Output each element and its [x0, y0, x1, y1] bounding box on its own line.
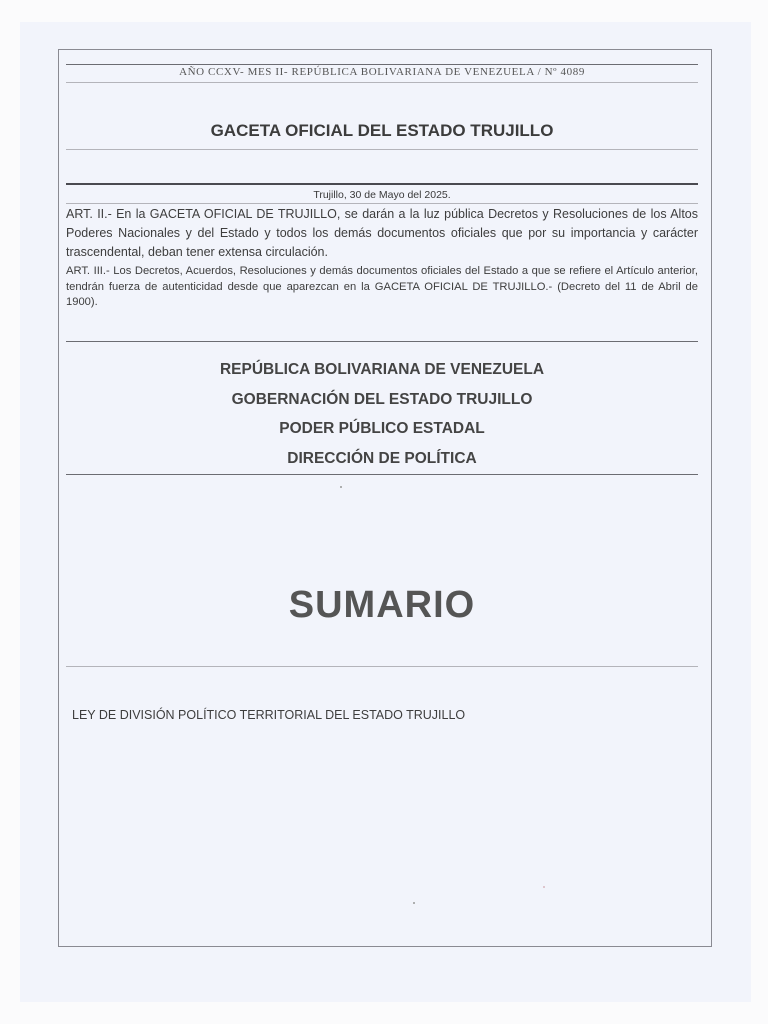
section-rule-bottom	[66, 474, 698, 475]
gazette-title: GACETA OFICIAL DEL ESTADO TRUJILLO	[210, 121, 554, 140]
article-ii: ART. II.- En la GACETA OFICIAL DE TRUJILLO, se darán a la luz pública Decretos y Resoluciones de los Altos Poderes Nacionales y del Estado y todos los demás documentos oficiales que por su importancia y carácter trascendental, deban tener extensa circulación.	[66, 207, 698, 259]
directorate: DIRECCIÓN DE POLÍTICA	[287, 449, 477, 467]
dateline-top-rule	[66, 183, 698, 185]
dateline: Trujillo, 30 de Mayo del 2025.	[313, 189, 451, 201]
government-header	[66, 355, 698, 473]
scan-speck	[543, 886, 545, 888]
dateline-bottom-rule	[66, 203, 698, 204]
masthead-top-rule	[66, 64, 698, 65]
scan-speck	[413, 902, 415, 904]
government-office: GOBERNACIÓN DEL ESTADO TRUJILLO	[231, 390, 533, 408]
public-power: PODER PÚBLICO ESTADAL	[279, 420, 485, 437]
scan-speck	[340, 486, 342, 488]
masthead-bottom-rule	[66, 82, 698, 83]
summary-title: SUMARIO	[288, 584, 476, 626]
masthead: AÑO CCXV- MES II- REPÚBLICA BOLIVARIANA DE VENEZUELA / Nº 4089	[179, 66, 585, 78]
title-rule	[66, 149, 698, 150]
summary-item: LEY DE DIVISIÓN POLÍTICO TERRITORIAL DEL ESTADO TRUJILLO	[72, 708, 466, 722]
summary-rule	[66, 666, 698, 667]
article-iii: ART. III.- Los Decretos, Acuerdos, Resoluciones y demás documentos oficiales del Estado a que se refiere el Artículo anterior, tendrán fuerza de autenticidad desde que aparezcan en la GACETA OFICIAL DE TRUJILLO.- (Decreto del 11 de Abril de 1900).	[66, 265, 698, 308]
country-name: REPÚBLICA BOLIVARIANA DE VENEZUELA	[219, 361, 545, 378]
section-rule-top	[66, 341, 698, 342]
